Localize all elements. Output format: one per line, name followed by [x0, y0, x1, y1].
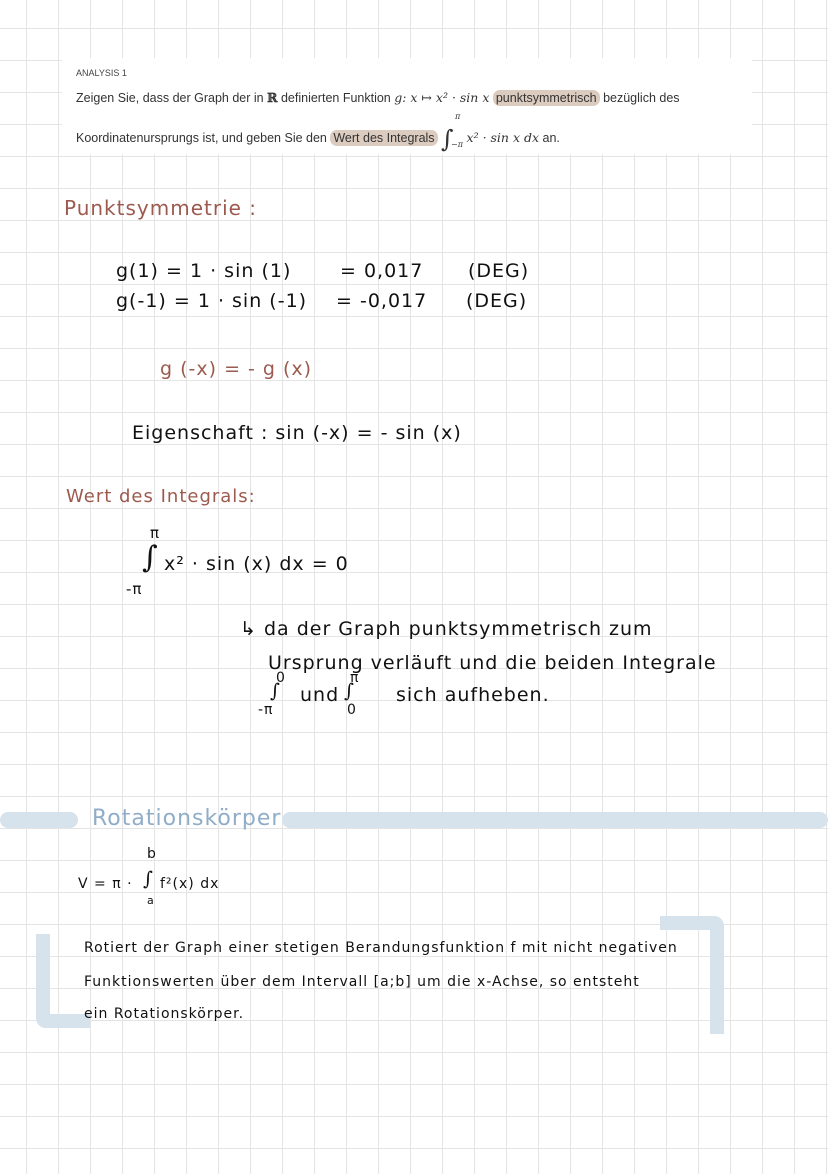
heading-strip-left	[0, 812, 78, 828]
heading-strip-right	[282, 812, 828, 828]
reals-symbol: ℝ	[267, 90, 278, 105]
ex-int2-lower: 0	[347, 702, 357, 718]
row-1-note: (DEG)	[468, 260, 530, 282]
formula-upper: b	[147, 846, 157, 862]
text: an.	[542, 131, 560, 145]
heading-wert-des-integrals: Wert des Integrals:	[66, 486, 256, 507]
formula-lower: a	[147, 894, 155, 907]
integral-lower: −π	[451, 140, 464, 149]
integral-lower: -π	[126, 580, 143, 598]
definition-line-2: Funktionswerten über dem Intervall [a;b] um die x-Achse, so entsteht	[84, 974, 640, 990]
ex-int2-upper: π	[350, 670, 360, 686]
integral-expression: x² · sin x dx	[466, 130, 540, 145]
row-1-rhs: = 0,017	[340, 260, 424, 282]
decorative-bracket-right	[660, 916, 724, 1034]
row-1-lhs: g(1) = 1 · sin (1)	[116, 260, 292, 282]
property-text: Eigenschaft : sin (-x) = - sin (x)	[132, 422, 462, 444]
ex-int1-lower: -π	[258, 702, 274, 718]
definition-line-1: Rotiert der Graph einer stetigen Berandungsfunktion f mit nicht negativen	[84, 940, 678, 956]
task-box	[62, 58, 752, 154]
task-label: ANALYSIS 1	[76, 68, 127, 78]
formula-expression: f²(x) dx	[160, 876, 220, 892]
integral-sign: ∫	[143, 868, 154, 890]
integral-sign: ∫	[270, 680, 281, 702]
row-2-note: (DEG)	[466, 290, 528, 312]
text: Koordinatenursprungs ist, und geben Sie den	[76, 131, 327, 145]
symmetry-result: g (-x) = - g (x)	[160, 358, 313, 380]
task-line-2	[76, 112, 560, 153]
ex-int1-upper: 0	[276, 670, 286, 686]
integral-upper: π	[455, 112, 461, 121]
heading-rotationskoerper: Rotationskörper	[92, 806, 282, 831]
task-line-1	[76, 90, 680, 105]
text: Zeigen Sie, dass der Graph der in	[76, 91, 264, 105]
decorative-bracket-left	[36, 934, 90, 1028]
function-def: g: x ↦ x² · sin x	[394, 90, 490, 105]
text: definierten Funktion	[280, 91, 391, 105]
text: bezüglich des	[603, 91, 680, 105]
explanation-line-2: Ursprung verläuft und die beiden Integrale	[268, 652, 717, 674]
integral-sign: ∫	[441, 125, 454, 153]
integral-sign: ∫	[344, 680, 355, 702]
definition-line-3: ein Rotationskörper.	[84, 1006, 245, 1022]
explanation-end: sich aufheben.	[396, 684, 550, 706]
highlight-wert-des-integrals: Wert des Integrals	[330, 130, 437, 146]
integral-upper: π	[150, 524, 161, 542]
integral-expression: x² · sin (x) dx = 0	[164, 553, 349, 575]
und-text: und	[300, 684, 340, 706]
integral-sign: ∫	[142, 540, 159, 575]
explanation-line-1: ↳ da der Graph punktsymmetrisch zum	[240, 618, 653, 640]
highlight-punktsymmetrisch: punktsymmetrisch	[493, 90, 600, 106]
row-2-rhs: = -0,017	[336, 290, 428, 312]
row-2-lhs: g(-1) = 1 · sin (-1)	[116, 290, 308, 312]
heading-punktsymmetrie: Punktsymmetrie :	[64, 196, 258, 220]
formula-lhs: V = π ·	[78, 876, 133, 892]
